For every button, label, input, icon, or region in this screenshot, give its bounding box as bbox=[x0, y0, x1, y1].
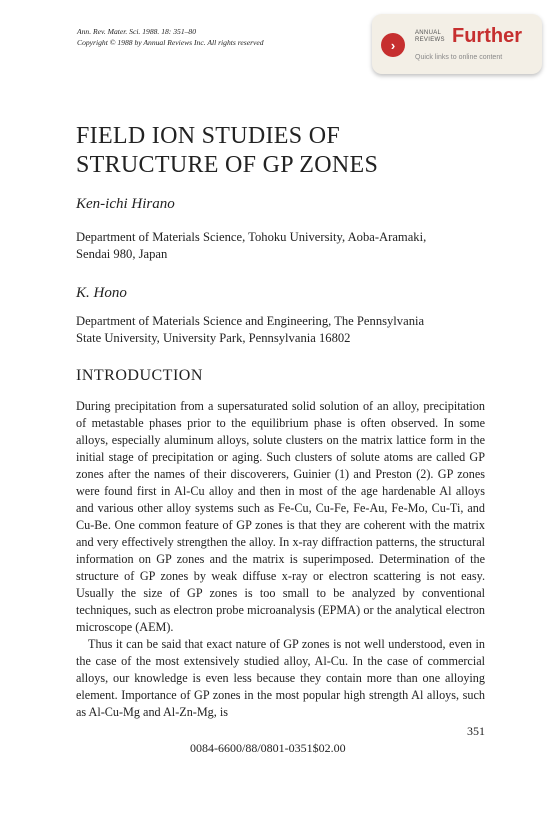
author-2: K. Hono bbox=[76, 285, 127, 301]
further-label: Further bbox=[452, 25, 522, 47]
further-sub-label: Quick links to online content bbox=[415, 54, 503, 61]
page-number: 351 bbox=[467, 724, 485, 738]
issn-code: 0084-6600/88/0801-0351$02.00 bbox=[190, 741, 346, 755]
article-title: FIELD ION STUDIES OF STRUCTURE OF GP ZONES bbox=[76, 123, 379, 178]
affiliation-2: Department of Materials Science and Engineering, The Pennsylvania State University, University Park, Pennsylvania 16802 bbox=[76, 314, 425, 345]
affiliation-1: Department of Materials Science, Tohoku University, Aoba-Aramaki, Sendai 980, Japan bbox=[76, 230, 427, 261]
annual-reviews-logo: ANNUAL REVIEWS bbox=[415, 30, 445, 43]
paragraph-2: Thus it can be said that exact nature of GP zones is not well understood, even in the case of the most extensively studied alloy, Al-Cu. In the case of commercial alloys, our knowledge is even less because they contain more than one alloying element. Importance of GP zones in the most popular high strength Al alloys, such as Al-Cu-Mg and Al-Zn-Mg, is bbox=[76, 637, 485, 719]
copyright-line: Copyright © 1988 by Annual Reviews Inc. All rights reserved bbox=[77, 37, 264, 47]
body-text bbox=[76, 398, 485, 721]
paragraph-1: During precipitation from a supersaturated solid solution of an alloy, precipitation of metastable phases prior to the equilibrium phase is often observed. In some alloys, especially aluminum alloys, solute clusters on the matrix lattice form in the initial stage of precipitation or aging. Such clusters of solute atoms are called GP zones after the names of their discoverers, Guinier (1) and Preston (2). GP zones were found first in Al-Cu alloy and then in most of the age hardenable Al alloys and various other alloy systems such as Fe-Cu, Cu-Fe, Fe-Au, Fe-Mo, Cu-Ti, and Cu-Be. One common feature of GP zones is that they are coherent with the matrix and very effectively strengthen the alloy. In x-ray diffraction patterns, the structural information on GP zones and the matrix is superimposed. Determination of the structure of GP zones by weak diffuse x-ray or electron scattering is not easy. Usually the size of GP zones is too small to be analyzed by conventional techniques, such as electron probe microanalysis (EPMA) or the analytical electron microscope (AEM). bbox=[76, 399, 485, 634]
section-heading: INTRODUCTION bbox=[76, 367, 203, 384]
citation-line: Ann. Rev. Mater. Sci. 1988. 18: 351–80 bbox=[77, 27, 197, 36]
journal-header bbox=[77, 27, 264, 48]
chevron-right-icon: › bbox=[381, 33, 405, 57]
further-badge[interactable] bbox=[372, 14, 542, 74]
author-1: Ken-ichi Hirano bbox=[76, 196, 175, 212]
